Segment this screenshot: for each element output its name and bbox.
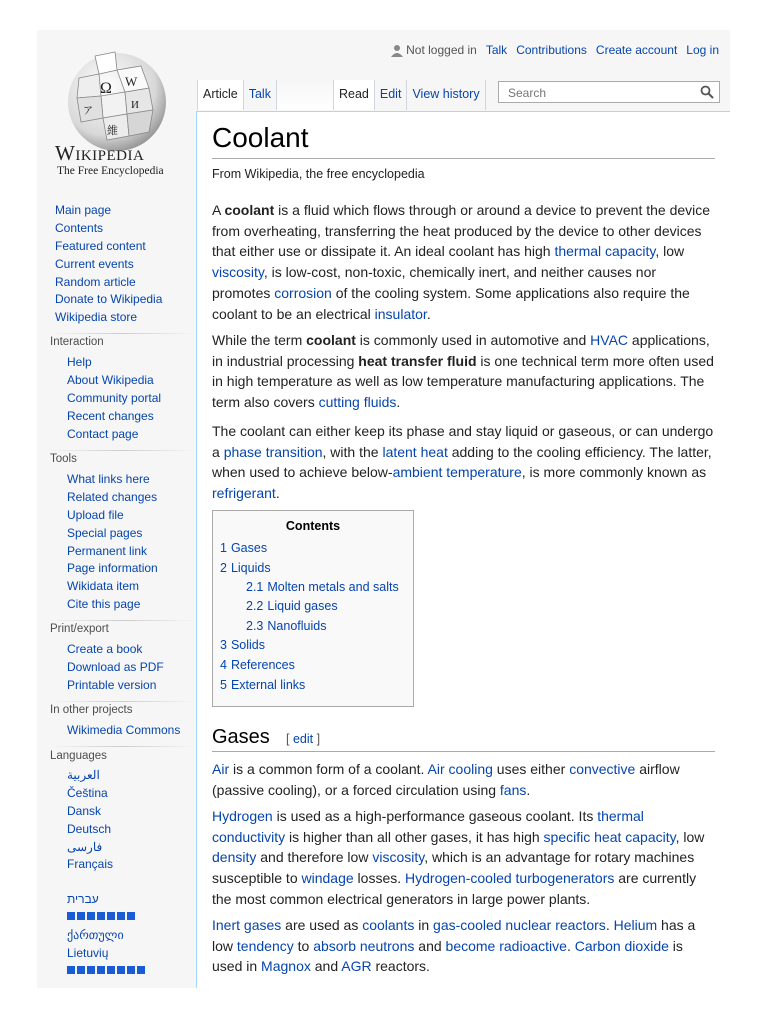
link-hydrogen[interactable]: Hydrogen bbox=[212, 808, 273, 824]
link-specific-heat-capacity[interactable]: specific heat capacity bbox=[543, 828, 676, 845]
sidebar-item-download-pdf[interactable]: Download as PDF bbox=[67, 659, 164, 674]
sidebar-heading-interaction: Interaction bbox=[50, 336, 104, 348]
link-helium[interactable]: Helium bbox=[613, 917, 658, 933]
tab-edit[interactable]: Edit bbox=[375, 80, 408, 110]
link-magnox[interactable]: Magnox bbox=[261, 958, 311, 975]
language-link-hebrew[interactable]: עברית bbox=[67, 892, 99, 906]
toc-item[interactable]: 2.1 Molten metals and salts bbox=[246, 580, 399, 594]
toc-title: Contents bbox=[285, 519, 341, 533]
toc-item[interactable]: 4 References bbox=[220, 658, 295, 672]
link-thermal-capacity[interactable]: thermal capacity bbox=[554, 243, 656, 260]
edit-section-link[interactable]: edit bbox=[292, 732, 314, 746]
search-box bbox=[498, 81, 720, 103]
user-icon bbox=[391, 44, 403, 57]
svg-text:ア: ア bbox=[83, 106, 93, 117]
tab-read[interactable]: Read bbox=[333, 80, 375, 110]
section-heading-gases: Gases bbox=[212, 726, 270, 748]
sidebar-divider bbox=[50, 333, 195, 334]
sidebar-item-contact[interactable]: Contact page bbox=[67, 426, 139, 441]
svg-text:И: И bbox=[131, 99, 139, 111]
language-link-lithuanian[interactable]: Lietuvių bbox=[67, 945, 109, 960]
toc-item[interactable]: 3 Solids bbox=[220, 638, 265, 652]
sidebar-item-create-book[interactable]: Create a book bbox=[67, 642, 143, 656]
svg-text:W: W bbox=[125, 74, 138, 89]
section-edit: [ edit ] bbox=[286, 732, 321, 746]
link-hydrogen-cooled-turbogenerators[interactable]: Hydrogen-cooled turbogenerators bbox=[405, 870, 615, 887]
sidebar-item-wikimedia-commons[interactable]: Wikimedia Commons bbox=[67, 723, 181, 737]
sidebar-item-community-portal[interactable]: Community portal bbox=[67, 390, 162, 405]
language-link-persian[interactable]: فارسی bbox=[67, 839, 103, 854]
sidebar-item-printable-version[interactable]: Printable version bbox=[67, 677, 157, 692]
create-account-link[interactable]: Create account bbox=[595, 43, 678, 57]
sidebar-item-what-links-here[interactable]: What links here bbox=[67, 472, 150, 486]
sidebar-heading-print: Print/export bbox=[50, 623, 109, 635]
bold-term: coolant bbox=[224, 202, 275, 218]
sidebar-divider bbox=[50, 620, 195, 621]
svg-text:Ω: Ω bbox=[100, 80, 112, 97]
link-ambient-temperature[interactable]: ambient temperature bbox=[392, 464, 522, 481]
page-title: Coolant bbox=[212, 122, 309, 153]
sidebar-languages-2 bbox=[67, 891, 99, 909]
link-coolants[interactable]: coolants bbox=[362, 917, 415, 933]
language-link-czech[interactable]: Čeština bbox=[67, 785, 108, 800]
link-cutting-fluids[interactable]: cutting fluids bbox=[318, 394, 397, 411]
sidebar-divider bbox=[50, 450, 195, 451]
wikipedia-logo[interactable] bbox=[55, 48, 185, 188]
user-talk-link[interactable]: Talk bbox=[485, 43, 508, 57]
contributions-link[interactable]: Contributions bbox=[516, 43, 587, 57]
toc-item[interactable]: 2.2 Liquid gases bbox=[246, 599, 338, 613]
intro-paragraph-1: A coolant is a fluid which flows through or around a device to prevent the device from overheating, transferring the heat produced by the device to other devices that either use or dissipate it. An ideal coolant has high thermal capacity, low viscosity, is low-cost, non-toxic, chemically inert, and neither causes nor promotes corrosion of the cooling system. Some applications also require the coolant to be an electrical insulator. bbox=[212, 202, 711, 322]
wikipedia-tagline: The Free Encyclopedia bbox=[57, 165, 164, 177]
link-air-cooling[interactable]: Air cooling bbox=[427, 761, 493, 777]
not-logged-in-label: Not logged in bbox=[406, 43, 477, 57]
intro-paragraph-2: While the term coolant is commonly used in automotive and HVAC applications, in industrial processing heat transfer fluid is one technical term more often used in high temperature as well as low temperature manufacturing applications. The term also covers cutting fluids. bbox=[212, 332, 714, 411]
sidebar-item-about[interactable]: About Wikipedia bbox=[67, 372, 154, 387]
sidebar-item-permanent-link[interactable]: Permanent link bbox=[67, 543, 148, 558]
link-density[interactable]: density bbox=[212, 849, 257, 866]
sidebar-item-main-page[interactable]: Main page bbox=[55, 203, 112, 217]
sidebar-tools bbox=[67, 471, 158, 614]
link-become-radioactive[interactable]: become radioactive bbox=[445, 937, 567, 954]
title-divider bbox=[212, 158, 715, 159]
tab-article[interactable]: Article bbox=[197, 80, 244, 110]
table-of-contents bbox=[212, 510, 414, 707]
intro-paragraph-3: The coolant can either keep its phase and stay liquid or gaseous, or can undergo a phase transition, with the latent heat adding to the cooling efficiency. The latter, when used to achieve below-ambient temperature, is more commonly known as refrigerant. bbox=[212, 423, 714, 502]
link-corrosion[interactable]: corrosion bbox=[274, 284, 332, 301]
tab-spacer bbox=[277, 80, 334, 110]
site-subtitle: From Wikipedia, the free encyclopedia bbox=[212, 167, 425, 181]
svg-text:維: 維 bbox=[107, 125, 118, 137]
link-refrigerant[interactable]: refrigerant bbox=[212, 485, 276, 502]
sidebar-item-recent-changes[interactable]: Recent changes bbox=[67, 408, 154, 423]
sidebar-divider bbox=[50, 746, 195, 747]
language-link-arabic[interactable]: العربية bbox=[67, 768, 100, 782]
language-link-french[interactable]: Français bbox=[67, 857, 114, 872]
sidebar-heading-tools: Tools bbox=[50, 453, 77, 465]
link-windage[interactable]: windage bbox=[301, 870, 354, 887]
sidebar-print bbox=[67, 641, 164, 695]
link-carbon-dioxide[interactable]: Carbon dioxide bbox=[574, 937, 669, 954]
link-air[interactable]: Air bbox=[212, 761, 230, 777]
login-status bbox=[391, 43, 477, 57]
sidebar-item-special-pages[interactable]: Special pages bbox=[67, 525, 143, 540]
section-divider bbox=[212, 751, 715, 752]
sidebar-item-help[interactable]: Help bbox=[67, 355, 92, 369]
link-hvac[interactable]: HVAC bbox=[590, 332, 629, 348]
link-absorb-neutrons[interactable]: absorb neutrons bbox=[313, 937, 415, 954]
garbled-language-glyphs bbox=[67, 966, 145, 974]
link-fans[interactable]: fans bbox=[499, 781, 527, 798]
sidebar-heading-languages: Languages bbox=[50, 750, 107, 762]
view-tabs bbox=[333, 80, 486, 110]
sidebar-item-featured-content[interactable]: Featured content bbox=[55, 238, 146, 253]
link-insulator[interactable]: insulator bbox=[374, 305, 427, 322]
toc-item[interactable]: 2.3 Nanofluids bbox=[246, 619, 327, 633]
login-link[interactable]: Log in bbox=[686, 43, 719, 57]
sidebar-navigation bbox=[55, 202, 162, 327]
sidebar-item-random-article[interactable]: Random article bbox=[55, 274, 136, 289]
link-thermal-conductivity[interactable]: thermal conductivity bbox=[212, 808, 644, 845]
bold-term: coolant bbox=[306, 332, 356, 348]
link-viscosity-2[interactable]: viscosity bbox=[372, 849, 425, 866]
link-agr[interactable]: AGR bbox=[341, 958, 372, 975]
sidebar-item-upload-file[interactable]: Upload file bbox=[67, 507, 124, 522]
search-icon[interactable] bbox=[700, 85, 714, 99]
language-link-german[interactable]: Deutsch bbox=[67, 821, 112, 836]
link-phase-transition[interactable]: phase transition bbox=[223, 443, 323, 460]
search-input[interactable] bbox=[506, 83, 700, 103]
gases-paragraph-2: Hydrogen is used as a high-performance gaseous coolant. Its thermal conductivity is higher than all other gases, it has high specific heat capacity, low density and therefore low viscosity, which is an advantage for rotary machines susceptible to windage losses. Hydrogen-cooled turbogenerators are currently the most common electrical generators in large power plants. bbox=[212, 808, 705, 907]
tab-talk[interactable]: Talk bbox=[244, 80, 277, 110]
toc-item[interactable]: 2 Liquids bbox=[220, 561, 271, 575]
sidebar-item-store[interactable]: Wikipedia store bbox=[55, 310, 138, 325]
toc-item[interactable]: 1 Gases bbox=[220, 541, 268, 555]
link-viscosity[interactable]: viscosity bbox=[212, 264, 264, 281]
link-latent-heat[interactable]: latent heat bbox=[382, 443, 448, 460]
link-tendency[interactable]: tendency bbox=[236, 937, 294, 954]
sidebar-item-wikidata-item[interactable]: Wikidata item bbox=[67, 579, 140, 594]
personal-tools bbox=[391, 43, 719, 57]
sidebar-item-donate[interactable]: Donate to Wikipedia bbox=[55, 292, 163, 307]
sidebar-divider bbox=[50, 701, 195, 702]
link-inert-gases[interactable]: Inert gases bbox=[212, 917, 282, 933]
toc-item[interactable]: 5 External links bbox=[220, 678, 306, 692]
namespace-tabs bbox=[197, 80, 334, 110]
puzzle-globe-icon bbox=[65, 48, 169, 152]
sidebar-languages bbox=[67, 767, 113, 874]
sidebar-item-current-events[interactable]: Current events bbox=[55, 256, 134, 271]
sidebar-interaction bbox=[67, 354, 161, 443]
sidebar-item-page-information[interactable]: Page information bbox=[67, 561, 158, 576]
gases-paragraph-3: Inert gases are used as coolants in gas-cooled nuclear reactors. Helium has a low tendency to absorb neutrons and become radioactive. Carbon dioxide is used in Magnox and AGR reactors. bbox=[212, 917, 696, 975]
gases-paragraph-1: Air is a common form of a coolant. Air cooling uses either convective airflow (passive cooling), or a forced circulation using fans. bbox=[212, 761, 680, 798]
link-convective[interactable]: convective bbox=[569, 761, 636, 777]
sidebar-item-related-changes[interactable]: Related changes bbox=[67, 489, 158, 504]
sidebar-item-cite-this-page[interactable]: Cite this page bbox=[67, 597, 141, 612]
sidebar-languages-3 bbox=[67, 927, 124, 963]
bold-term: heat transfer fluid bbox=[358, 352, 477, 369]
link-gas-cooled-reactors[interactable]: gas-cooled nuclear reactors bbox=[433, 917, 606, 933]
garbled-language-glyphs bbox=[67, 912, 135, 920]
wikipedia-wordmark: Wikipedia bbox=[55, 141, 145, 165]
language-link-danish[interactable]: Dansk bbox=[67, 803, 102, 818]
sidebar-heading-projects: In other projects bbox=[50, 704, 133, 716]
tab-view-history[interactable]: View history bbox=[407, 80, 485, 110]
language-link-georgian[interactable]: ქართული bbox=[67, 928, 124, 942]
sidebar-item-contents[interactable]: Contents bbox=[55, 220, 104, 235]
sidebar-projects bbox=[67, 722, 180, 740]
